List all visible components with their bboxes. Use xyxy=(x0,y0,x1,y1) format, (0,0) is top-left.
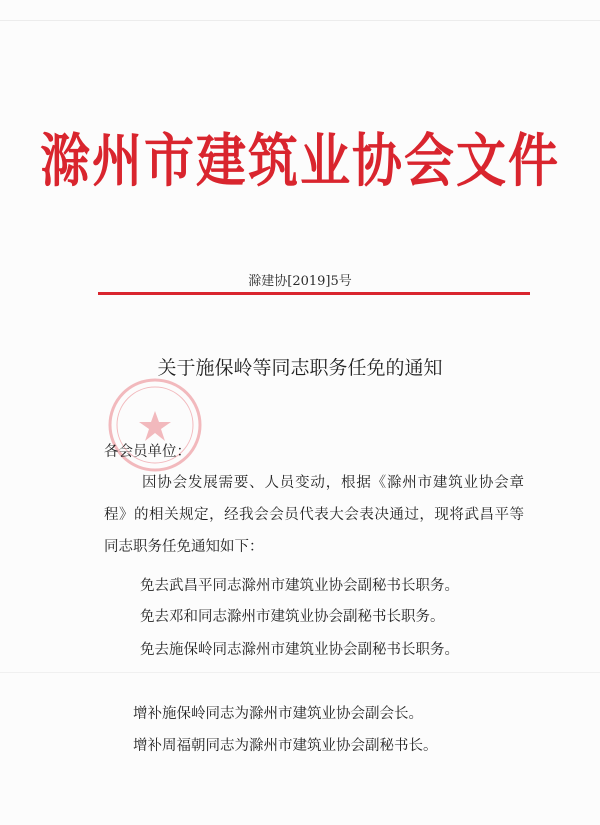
document-number: 滁建协[2019]5号 xyxy=(248,274,352,289)
red-divider-line xyxy=(98,292,530,295)
notice-paragraph: 因协会发展需要、人员变动，根据《滁州市建筑业协会章程》的相关规定，经我会会员代表大会表决通过，现将武昌平等同志职务任免通知如下： xyxy=(104,475,524,555)
removal-item: 免去武昌平同志滁州市建筑业协会副秘书长职务。 xyxy=(140,578,459,594)
org-header-title: 滁州市建筑业协会文件 xyxy=(40,126,560,195)
notice-title: 关于施保岭等同志职务任免的通知 xyxy=(157,357,443,379)
removal-item: 免去施保岭同志滁州市建筑业协会副秘书长职务。 xyxy=(140,642,459,658)
salutation: 各会员单位： xyxy=(104,444,191,460)
scan-fold-line xyxy=(0,20,600,21)
appointment-item: 增补施保岭同志为滁州市建筑业协会副会长。 xyxy=(133,706,423,722)
scan-fold-line xyxy=(0,672,600,673)
removal-item: 免去邓和同志滁州市建筑业协会副秘书长职务。 xyxy=(140,609,445,625)
appointment-item: 增补周福朝同志为滁州市建筑业协会副秘书长。 xyxy=(133,738,438,754)
